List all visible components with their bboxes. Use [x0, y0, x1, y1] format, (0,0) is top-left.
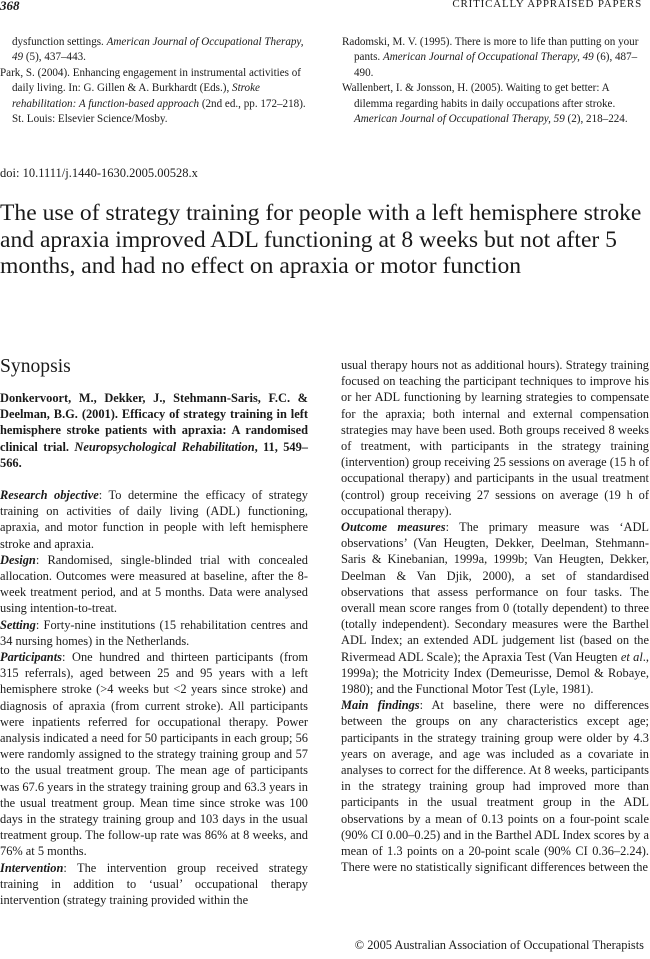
paragraph-intervention-cont: usual therapy hours not as additional hours). Strategy training focused on teaching the participant techniques to improve his or her ADL functioning by learning strategies to compensate for the apraxia; both internal and external compensation strategies may have been used. Both groups received 8 weeks of treatment, with participants in the strategy training (intervention) group receiving 25 sessions on average (15 h of occupational therapy) and participants in the usual treatment (control) group receiving 27 sessions on average (19 h of occupational therapy).: [341, 358, 649, 518]
copyright-footer: © 2005 Australian Association of Occupational Therapists: [354, 938, 644, 952]
body-column-right: [341, 357, 649, 876]
paragraph-intervention: Intervention: The intervention group received strategy training in addition to ‘usual’ occupational therapy intervention (strategy training provided within the: [0, 860, 308, 908]
citation: Donkervoort, M., Dekker, J., Stehmann-Saris, F.C. & Deelman, B.G. (2001). Efficacy of strategy training in left hemisphere stroke patients with apraxia: A randomised clinical trial. Neuropsychological Rehabilitation, 11, 549–566.: [0, 391, 308, 470]
section-heading: Synopsis: [0, 356, 71, 377]
references-left: [0, 35, 309, 127]
reference-item: Park, S. (2004). Enhancing engagement in instrumental activities of daily living. In: G. Gillen & A. Burkhardt (Eds.), Stroke rehabilitation: A function-based approach (2nd ed., pp. 172–218). St. Louis: Elsevier Science/Mosby.: [0, 66, 306, 126]
references-right: [342, 35, 648, 127]
paragraph-participants: Participants: One hundred and thirteen participants (from 315 referrals), aged between 25 and 95 years with a left hemisphere stroke (>4 weeks but <2 years since stroke) and diagnosis of apraxia (from current stroke). All participants were inpatients referred for occupational therapy. Power analysis indicated a need for 50 participants in each group; 56 were randomly assigned to the strategy training group and 57 to the usual treatment group. The mean age of participants was 67.6 years in the strategy training group and 63.3 years in the usual treatment group. Mean time since stroke was 100 days in the strategy training group and 103 days in the usual treatment group. The follow-up rate was 86% at 8 weeks, and 76% at 5 months.: [0, 650, 308, 859]
body-column-left: [0, 390, 308, 908]
reference-item: Wallenbert, I. & Jonsson, H. (2005). Waiting to get better: A dilemma regarding habits in daily occupations after stroke. American Journal of Occupational Therapy, 59 (2), 218–224.: [342, 82, 628, 126]
paragraph-findings: Main findings: At baseline, there were no differences between the groups on any characteristics except age; participants in the strategy training group were older by 4.3 years on average, and age was included as a covariate in analyses to correct for the difference. At 8 weeks, participants in the strategy training group had improved more than participants in the usual treatment group in the ADL observations by a mean of 0.13 points on a four-point scale (90% CI 0.00–0.25) and in the Barthel ADL Index scores by a mean of 1.3 points on a 20-point scale (90% CI 0.36–2.24). There were no statistically significant differences between the: [341, 698, 649, 875]
paragraph-setting: Setting: Forty-nine institutions (15 rehabilitation centres and 34 nursing homes) in the Netherlands.: [0, 617, 308, 648]
reference-item: Radomski, M. V. (1995). There is more to life than putting on your pants. American Journal of Occupational Therapy, 49 (6), 487–490.: [342, 36, 639, 79]
article-title: The use of strategy training for people with a left hemisphere stroke and apraxia improved ADL functioning at 8 weeks but not after 5 months, and had no effect on apraxia or motor function: [0, 200, 642, 279]
running-head: CRITICALLY APPRAISED PAPERS: [452, 0, 642, 10]
page-number: 368: [0, 0, 20, 13]
doi[interactable]: doi: 10.1111/j.1440-1630.2005.00528.x: [0, 166, 198, 180]
paragraph-design: Design: Randomised, single-blinded trial with concealed allocation. Outcomes were measured at baseline, after the 8-week treatment period, and at 5 months. Data were analysed using intention-to-treat.: [0, 552, 308, 616]
reference-item: dysfunction settings. American Journal of Occupational Therapy, 49 (5), 437–443.: [12, 36, 304, 64]
paragraph-objective: Research objective: To determine the efficacy of strategy training on activities of daily living (ADL) functioning, apraxia, and motor function in people with left hemisphere stroke and apraxia.: [0, 488, 308, 551]
paragraph-outcome: Outcome measures: The primary measure was ‘ADL observations’ (Van Heugten, Dekker, Deelman, Stehmann-Saris & Kinebanian, 1999a, 1999b; Van Heugten, Dekker, Deelman & Van Djik, 2000), a set of standardised observations that assess performance on four tasks. The overall mean score ranges from 0 (totally dependent) to three (totally independent). Secondary measures were the Barthel ADL Index; an extended ADL judgement list (based on the Rivermead ADL Scale); the Apraxia Test (Van Heugten et al., 1999a); the Motricity Index (Demeurisse, Demol & Robaye, 1980); and the Functional Motor Test (Lyle, 1981).: [341, 520, 649, 697]
